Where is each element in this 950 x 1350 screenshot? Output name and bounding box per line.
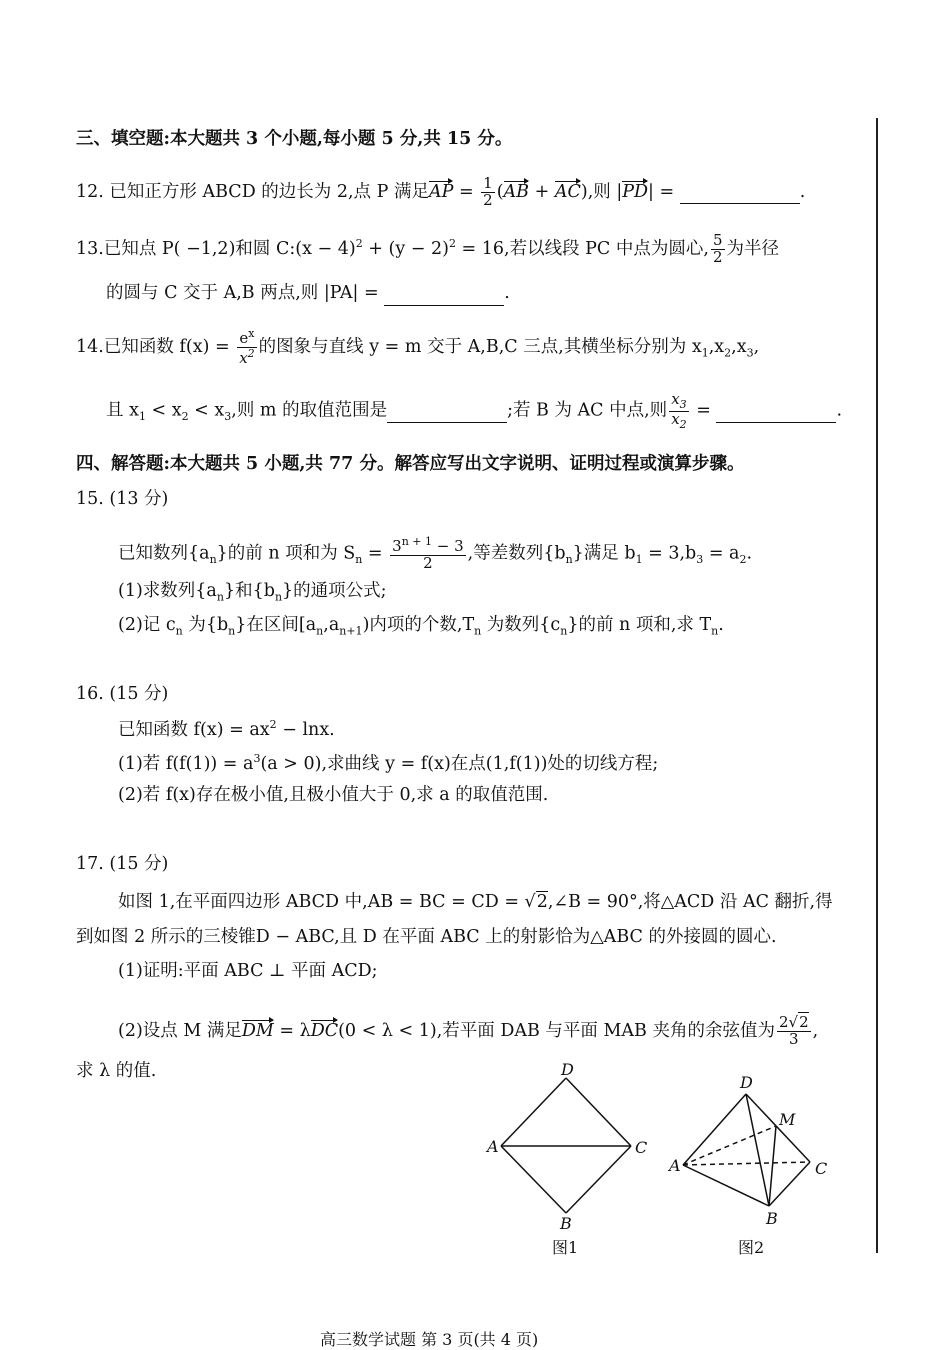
superscript: 2 [355, 236, 363, 250]
frac-rest: − 3 [432, 537, 464, 555]
fig2-edge-da [683, 1094, 746, 1165]
q15-p2-text: 为数列{c [481, 615, 561, 635]
q15-text: = 3,b [642, 543, 697, 564]
subscript: 1 [701, 346, 709, 360]
fig2-label-m: M [779, 1110, 796, 1129]
q15-p2-text: (2)记 c [118, 615, 176, 635]
q12-equals: = [453, 181, 480, 202]
q14-text-b: 的图象与直线 y = m 交于 A,B,C 三点,其横坐标分别为 x [258, 336, 702, 357]
subscript: n [216, 590, 224, 604]
subscript: n [274, 590, 283, 604]
fig1-caption: 图1 [552, 1238, 579, 1257]
q16-part2: (2)若 f(x)存在极小值,且极小值大于 0,求 a 的取值范围. [118, 785, 549, 805]
fig1-label-d: D [561, 1060, 574, 1079]
subscript: 3 [696, 552, 704, 566]
superscript: 2 [247, 346, 255, 360]
subscript: n [711, 624, 719, 638]
fig2-edge-cb [769, 1162, 810, 1206]
q15-text: 已知数列{a [118, 543, 210, 564]
fig2-edge-ab [683, 1165, 769, 1206]
fig1-edge-ab [501, 1146, 566, 1213]
subscript: 2 [679, 417, 687, 431]
subscript: 3 [679, 398, 687, 411]
superscript: 2 [269, 718, 277, 731]
q14-end: . [836, 400, 843, 421]
q14-text-d: ,x [731, 336, 747, 357]
fig2-edge-ac-hidden [683, 1162, 810, 1165]
subscript: 1 [138, 410, 146, 424]
q15-header: 15. (13 分) [76, 489, 169, 509]
q13-number: 13. [76, 238, 104, 259]
q15-text: }满足 b [572, 543, 636, 564]
subscript: n [209, 552, 217, 566]
q15-p2-text: ,a [323, 615, 340, 635]
fig1-label-b: B [560, 1214, 572, 1233]
fig2-label-c: C [815, 1159, 828, 1178]
q16-text: 已知函数 f(x) = ax [118, 719, 270, 740]
fig1-label-a: A [487, 1137, 499, 1156]
q12-end: . [799, 181, 806, 202]
q17-stem-line2: 到如图 2 所示的三棱锥D − ABC,且 D 在平面 ABC 上的射影恰为△ABC 的外接圆的圆心. [76, 927, 777, 947]
fig2-edge-mb [769, 1126, 776, 1206]
q15-p1-text: }和{b [223, 581, 275, 601]
superscript: n + 1 [401, 535, 432, 548]
fig2-caption: 图2 [738, 1238, 765, 1257]
q15-text: = [362, 543, 389, 564]
q15-text: . [746, 543, 753, 564]
subscript: 3 [224, 410, 232, 424]
fig2-label-b: B [766, 1209, 778, 1228]
frac-base: x [239, 348, 248, 367]
q14-text-j: ;若 B 为 AC 中点,则 [507, 400, 668, 421]
q14-text-a: 已知函数 f(x) = [103, 336, 236, 357]
q13-text-e: 的圆与 C 交于 A,B 两点,则 |PA| = [106, 283, 385, 303]
q15-p1-text: }的通项公式; [282, 581, 387, 601]
fig1-edge-dc [566, 1078, 631, 1146]
subscript: n [175, 624, 183, 638]
q14-text-h: < x [188, 400, 225, 421]
q15-p1-text: (1)求数列{a [118, 581, 217, 601]
q12-plus: + [529, 181, 555, 202]
q12-paren: ( [496, 181, 504, 202]
page-footer: 高三数学试题 第 3 页(共 4 页) [320, 1330, 539, 1349]
fig2-label-d: D [740, 1073, 753, 1092]
q15-p2-text: 为{b [182, 615, 229, 635]
subscript: 2 [739, 552, 747, 566]
subscript: n [560, 624, 568, 638]
fig2-label-a: A [669, 1156, 681, 1175]
q17-part1: (1)证明:平面 ABC ⊥ 平面 ACD; [118, 961, 378, 981]
q12-text-c: | = [648, 181, 680, 202]
sqrt-radicand: 2 [536, 892, 548, 912]
frac-base: 3 [392, 537, 402, 555]
section3-heading: 三、填空题:本大题共 3 个小题,每小题 5 分,共 15 分。 [76, 129, 513, 149]
q14-text-k: = [690, 400, 717, 421]
q17-part2-line2: 求 λ 的值. [76, 1061, 157, 1081]
q13-text-c: = 16,若以线段 PC 中点为圆心, [455, 238, 709, 259]
q15-p2-text: }的前 n 项和,求 T [567, 615, 712, 635]
q17-header: 17. (15 分) [76, 854, 169, 874]
q14-text-g: < x [145, 400, 182, 421]
fig1-label-c: C [635, 1138, 648, 1157]
subscript: 2 [724, 346, 732, 360]
vector-ab: AB [503, 181, 530, 202]
subscript: n+1 [339, 624, 363, 638]
fraction-numerator: 5 [712, 231, 723, 249]
q17-p2-text: (0 < λ < 1),若平面 DAB 与平面 MAB 夹角的余弦值为 [338, 1020, 775, 1041]
q12-number: 12. [76, 181, 104, 202]
vector-ap: AP [428, 181, 454, 202]
vector-pd: PD [622, 181, 649, 202]
q17-p2-text: (2)设点 M 满足 [118, 1020, 242, 1041]
q12-text: 已知正方形 ABCD 的边长为 2,点 P 满足 [109, 181, 429, 202]
q13-text-a: 已知点 P( −1,2)和圆 C:(x − 4) [103, 238, 356, 259]
q15-p2-text: }在区间[a [235, 615, 317, 635]
frac-base: 2√ [778, 1013, 799, 1031]
q17-p2-text: , [812, 1020, 819, 1041]
q14-text-i: ,则 m 的取值范围是 [231, 400, 388, 421]
subscript: n [228, 624, 236, 638]
q13-end: . [504, 283, 510, 303]
q14-text-e: , [753, 336, 760, 357]
frac-base: x [671, 390, 680, 408]
vector-dc: DC [310, 1020, 339, 1041]
fraction-denominator: 2 [483, 190, 493, 209]
frac-base: x [671, 409, 680, 428]
fraction-denominator: 2 [423, 553, 433, 572]
subscript: n [565, 552, 573, 566]
q17-text: ,∠B = 90°,将△ACD 沿 AC 翻折,得 [547, 892, 833, 912]
fig1-edge-cb [566, 1146, 631, 1213]
subscript: 2 [181, 410, 189, 424]
q13-text-d: 为半径 [726, 238, 779, 259]
superscript: x [248, 327, 255, 340]
figure-1 [501, 1078, 631, 1213]
q17-p2-text: = λ [273, 1020, 311, 1041]
q16-p1-text: (a > 0),求曲线 y = f(x)在点(1,f(1))处的切线方程; [260, 753, 659, 774]
fig2-edge-am-hidden [683, 1126, 776, 1165]
q17-text: 如图 1,在平面四边形 ABCD 中,AB = BC = CD = √ [118, 892, 536, 912]
subscript: n [316, 624, 324, 638]
subscript: n [355, 552, 363, 566]
fraction-denominator: 3 [789, 1029, 799, 1048]
fraction-denominator: 2 [712, 247, 723, 266]
q12-text-b: ),则 | [580, 181, 623, 202]
fig1-edge-da [501, 1078, 566, 1146]
superscript: 3 [253, 752, 261, 765]
vector-dm: DM [241, 1020, 274, 1041]
q15-text: }的前 n 项和为 S [216, 543, 356, 564]
q16-p1-text: (1)若 f(f(1)) = a [118, 753, 254, 774]
q15-text: ,等差数列{b [467, 543, 566, 564]
q13-text-b: + (y − 2) [362, 238, 449, 259]
q15-p2-text: )内项的个数,T [362, 615, 475, 635]
sqrt-radicand: 2 [799, 1013, 809, 1031]
fig2-edge-db [746, 1094, 769, 1206]
frac-base: e [239, 329, 249, 347]
superscript: 2 [448, 236, 456, 250]
section4-heading: 四、解答题:本大题共 5 小题,共 77 分。解答应写出文字说明、证明过程或演算步骤。 [76, 454, 745, 474]
subscript: 3 [746, 346, 754, 360]
q15-p2-text: . [718, 615, 724, 635]
q16-text: − lnx. [276, 719, 335, 740]
q14-number: 14. [76, 336, 104, 357]
q15-text: = a [703, 543, 740, 564]
q14-text-f: 且 x [106, 400, 139, 421]
subscript: 1 [635, 552, 643, 566]
subscript: n [474, 624, 482, 638]
q14-text-c: ,x [708, 336, 725, 357]
fig2-edge-dc [746, 1094, 810, 1162]
vector-ac: AC [554, 181, 581, 202]
fraction-numerator: 1 [483, 174, 493, 192]
q16-header: 16. (15 分) [76, 684, 169, 704]
